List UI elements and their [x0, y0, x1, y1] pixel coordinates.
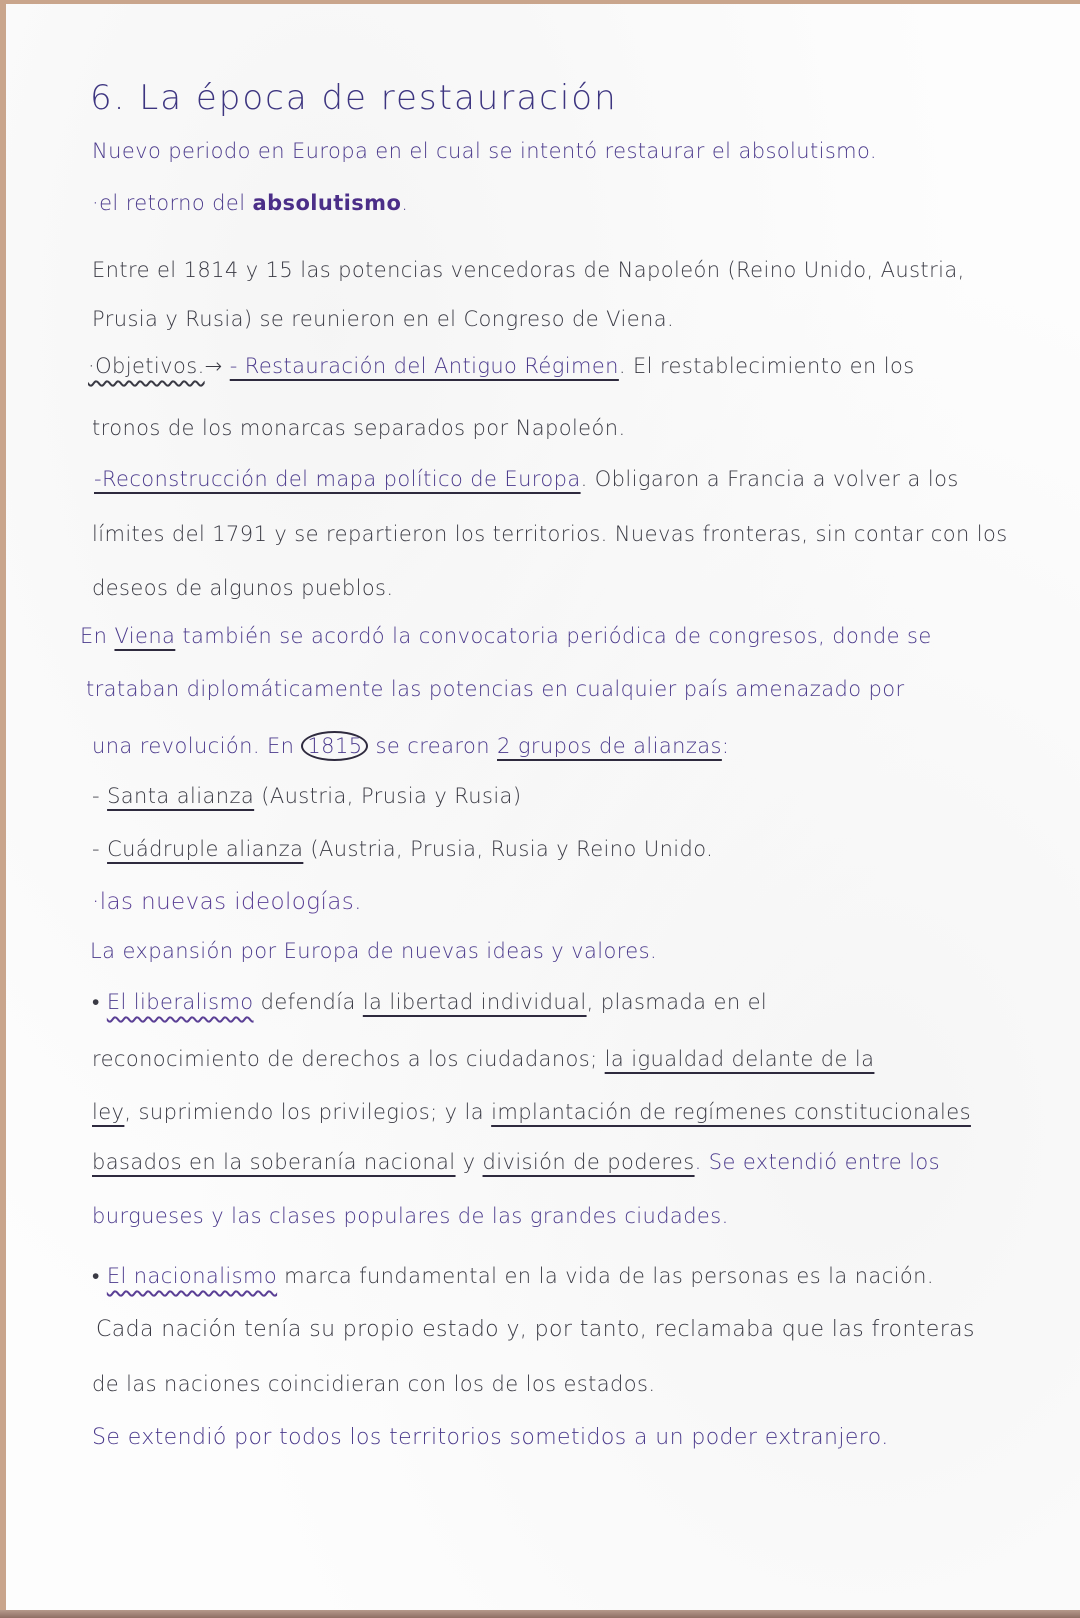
nacionalismo-line-1-rest: marca fundamental en la vida de las personas es la nación.: [277, 1264, 934, 1288]
objetivo-restauracion-rest: . El restablecimiento en los: [618, 354, 915, 378]
objetivos-line-2: tronos de los monarcas separados por Napoleón.: [92, 416, 626, 440]
ley: ley: [92, 1100, 125, 1124]
liberalismo-line-3: [92, 1100, 971, 1124]
libertad-individual: la libertad individual: [362, 990, 587, 1014]
alianza-name: Cuádruple alianza: [107, 837, 304, 861]
objetivos-line-5: deseos de algunos pueblos.: [92, 576, 394, 600]
alianza-name: Santa alianza: [107, 784, 255, 808]
nacionalismo-term: El nacionalismo: [106, 1264, 278, 1288]
viena-line-3: [92, 731, 729, 761]
nacionalismo-line-3: de las naciones coincidieran con los de los estados.: [92, 1372, 656, 1396]
soberania-nacional: basados en la soberanía nacional: [92, 1150, 456, 1174]
viena-line-3-mid: se crearon: [368, 734, 497, 758]
liberalismo-line-3-mid: , suprimiendo los privilegios; y la: [124, 1100, 492, 1124]
objetivos-label: ·Objetivos.: [88, 354, 205, 378]
igualdad-ley: la igualdad delante de la: [604, 1047, 875, 1071]
liberalismo-line-2-prefix: reconocimiento de derechos a los ciudadanos;: [92, 1047, 605, 1071]
liberalismo-line-2: [92, 1047, 874, 1071]
alianza-members: (Austria, Prusia y Rusia): [254, 784, 522, 808]
bullet: •: [92, 1264, 107, 1288]
viena-line-1: [80, 624, 932, 648]
congreso-line-2: Prusia y Rusia) se reunieron en el Congreso de Viena.: [92, 307, 675, 331]
liberalismo-line-1: [92, 990, 767, 1015]
nacionalismo-line-4: Se extendió por todos los territorios sometidos a un poder extranjero.: [92, 1425, 889, 1450]
regimenes-constitucionales: implantación de regímenes constitucionales: [491, 1100, 971, 1124]
page-title: 6. La época de restauración: [90, 78, 618, 118]
year-circled: 1815: [301, 731, 368, 761]
liberalismo-line-1-mid: defendía: [253, 990, 363, 1014]
liberalismo-line-5: burgueses y las clases populares de las grandes ciudades.: [92, 1204, 729, 1228]
ideologias-heading: ·las nuevas ideologías.: [92, 889, 362, 915]
liberalismo-line-1-rest: , plasmada en el: [586, 990, 768, 1014]
dash: -: [92, 837, 108, 861]
intro-line-1: Nuevo periodo en Europa en el cual se intentó restaurar el absolutismo.: [92, 139, 877, 163]
alianza-members: (Austria, Prusia, Rusia y Reino Unido.: [303, 837, 714, 861]
liberalismo-line-4-mid: y: [455, 1150, 483, 1174]
bullet: •: [92, 990, 107, 1014]
intro-line-2: [92, 191, 408, 215]
nacionalismo-line-2: Cada nación tenía su propio estado y, por tanto, reclamaba que las fronteras: [96, 1317, 975, 1342]
liberalismo-term: El liberalismo: [106, 990, 254, 1014]
nacionalismo-line-1: [92, 1264, 934, 1289]
viena-line-1-rest: también se acordó la convocatoria periódica de congresos, donde se: [175, 624, 932, 648]
division-poderes: división de poderes: [482, 1150, 695, 1174]
viena-line-2: trataban diplomáticamente las potencias en cualquier país amenazado por: [86, 677, 905, 701]
alianza-item: [92, 837, 713, 861]
objetivo-restauracion: - Restauración del Antiguo Régimen: [229, 354, 619, 378]
arrow-icon: →: [204, 354, 223, 378]
objetivos-line-4: límites del 1791 y se repartieron los territorios. Nuevas fronteras, sin contar con los: [92, 522, 1008, 546]
notebook-page: [6, 4, 1080, 1610]
objetivos-line-1: [88, 354, 915, 378]
dash: -: [92, 784, 108, 808]
intro-bold-term: absolutismo: [252, 191, 402, 215]
ideologias-intro: La expansión por Europa de nuevas ideas y valores.: [90, 939, 658, 963]
viena-underlined: Viena: [114, 624, 176, 648]
objetivo-reconstruccion-rest: . Obligaron a Francia a volver a los: [580, 467, 959, 491]
objetivo-reconstruccion: -Reconstrucción del mapa político de Europa: [94, 467, 581, 491]
page-bottom-edge: [0, 1610, 1080, 1618]
congreso-line-1: Entre el 1814 y 15 las potencias vencedoras de Napoleón (Reino Unido, Austria,: [92, 258, 965, 282]
alianzas-heading: 2 grupos de alianzas: [497, 734, 722, 758]
liberalismo-line-4: [92, 1150, 940, 1174]
alianza-item: [92, 784, 521, 808]
intro-line-2-suffix: .: [401, 191, 409, 215]
objetivos-line-3: [94, 467, 959, 491]
viena-prefix: En: [80, 624, 115, 648]
viena-line-3-prefix: una revolución. En: [92, 734, 302, 758]
viena-line-3-suffix: :: [721, 734, 730, 758]
liberalismo-line-4-rest: . Se extendió entre los: [694, 1150, 941, 1174]
intro-line-2-prefix: ·el retorno del: [92, 191, 253, 215]
